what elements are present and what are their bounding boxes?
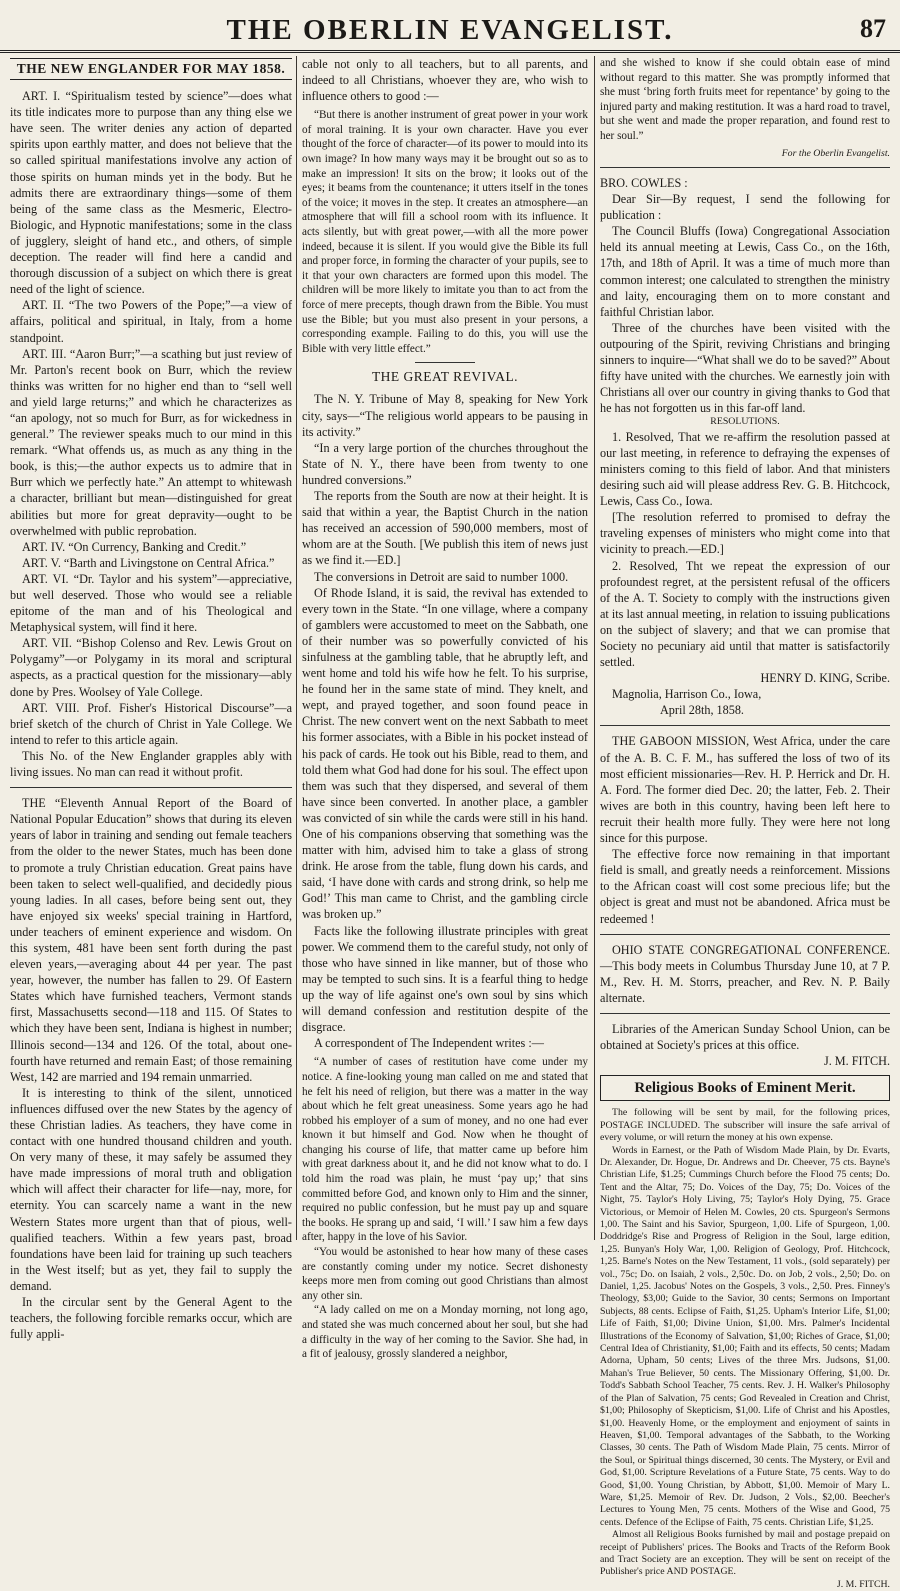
great-revival-heading: THE GREAT REVIVAL.: [371, 369, 519, 385]
page-number: 87: [860, 14, 886, 43]
section-divider: [600, 725, 890, 726]
libraries-notice: Libraries of the American Sunday School Union, can be obtained at Society's prices at this office.: [600, 1021, 890, 1053]
article-paragraph: This No. of the New Englander grapples ably with living issues. No man can read it without profit.: [10, 748, 292, 780]
column-2: [302, 56, 588, 1361]
letter-salutation: BRO. COWLES :: [600, 175, 688, 190]
books-list: Words in Earnest, or the Path of Wisdom Made Plain, by Dr. Evarts, Dr. Alexander, Dr. Hogue, Dr. Andrews and Dr. Cheever, 75 cts. Bayne's Christian Life, $1.25; Cummings Church before the Flood 75 cents; Do. Tent and the Altar, 75; Do. Voices of the Day, 75; Do. Voices of the Night, 75. Taylor's Holy Living, 75; Taylor's Holy Dying, 75. Grace Victorious, or Memoir of Helen M. Cowles, 20 cts. Spurgeon's Sermons 1,00. The Saint and his Savior, Spurgeon, 1,00. Life of Spurgeon, 1,00. Doddridge's Rise and Progress of Religion in the Soul, large edition, 1,25. Bunyan's Holy War, 1,00. Religion of Geology, Prof. Hitchcock, 1,25. Barne's Notes on the New Testament, 11 vols., (sold separately) per vol., 75c; Do. on Isaiah, 2 vols., 2,50c. Do. on Job, 2 vols., 2,50; Do. on Daniel, 1,25. Jacobus' Notes on the Gospels, 3 vols., 2,50. Pres. Finney's Theology, $3,00; Guide to the Savior, 30 cents; Sermons on Important Subjects, 88 cents. Eclipse of Faith, $1,25. Upham's Interior Life, $1,00; Life of Faith, $1,00; Divine Union, $1,00. Mrs. Palmer's Incidental Illustrations of the Economy of Salvation, $1,00; Riches of Grace, $1,00; Central Idea of Christianity, $1,00; Faith and its effects, 50 cents; Madam Adorna, Upham, 50 cents; Lives of the three Mrs. Judsons, $1,00. Mahan's True Believer, 50 cents. The Missionary Offering, $1,00. Dr. Todd's Sabbath School Teacher, 75 cents. Rev. J. H. Walker's Philosophy of the Plan of Salvation, 75 cents; God Revealed in Creation and Christ, $1,00; Philosophy of Skepticism, $1,00. Life of Christ and his Apostles, $1,00. Heavenly Home, or the employment and enjoyment of saints in Heaven, $1,00. Temporal advantages of the Sabbath, to the Working Classes, 30 cents. The Path of Wisdom Made Plain, 75 cents. Mirror of the Soul, or Spiritual things discerned, 30 cents. The Mystery, or Evil and God, $1,00. Scripture Revelations of a Future State, 75 cents. Way to do Good, $1,00. Young Christian, by Abbott, $1,00. Memoir of Mary L. Ware, $1,25. Memoir of Rev. Dr. Judson, 2 Vols., $2,00. Beecher's Lectures to Young Men, 75 cents. Mothers of the Wise and Good, 75 cents. Defence of the Eclipse of Faith, 75 cents. Christian Life, $1,25.: [600, 1144, 890, 1528]
section-divider: [600, 934, 890, 935]
letter-paragraph: Three of the churches have been visited with the outpouring of the Spirit, reviving Christians and bringing sinners to inquire—“What shall we do to be saved?” About fifty have united with the churches. We earnestly join with Christians all over our country in giving thanks to God that he has not forgotten us in this far-off land.: [600, 320, 890, 416]
article-paragraph: Facts like the following illustrate principles with great power. We commend them to the careful study, not only of those who have sinned in like manner, but of those who may be tempted to such sins. It is a fearful thing to hedge up the way of life against one's own soul by sins which will demand confession and restitution despite of the disgrace.: [302, 923, 588, 1035]
letter-place: Magnolia, Harrison Co., Iowa,: [612, 687, 762, 702]
for-oberlin-label: For the Oberlin Evangelist.: [781, 147, 890, 159]
article-paragraph: ART. VIII. Prof. Fisher's Historical Discourse”—a brief sketch of the church of Christ in Yale College. We intend to refer to this article again.: [10, 700, 292, 747]
section-divider: [600, 1013, 890, 1014]
article-paragraph: ART. VI. “Dr. Taylor and his system”—appreciative, but well deserved. Those who would see a reliable epitome of the man and of his Theological and Metaphysical system, will find it here.: [10, 571, 292, 635]
article-paragraph: A correspondent of The Independent writes :—: [314, 1036, 544, 1051]
resolution-paragraph: [The resolution referred to promised to defray the traveling expenses of ministers who might come into that vicinity to preach.—ED.]: [600, 510, 890, 557]
books-intro: The following will be sent by mail, for the following prices, POSTAGE INCLUDED. The subscriber will insure the safe arrival of every volume, or will return the money at his own expense.: [600, 1107, 890, 1144]
fitch-signature: J. M. FITCH.: [823, 1054, 890, 1069]
quoted-paragraph: and she wished to know if she could obtain ease of mind without regard to this matter. She was promptly informed that she must ‘bring forth fruits meet for repentance’ by going to the injured party and making restitution. It was a hard road to travel, but she went and made the proper reparation, and found rest to her soul.”: [600, 57, 890, 142]
article-paragraph: In the circular sent by the General Agent to the teachers, the following forcible remarks occur, which are fully appli-: [10, 1295, 292, 1342]
short-rule: [415, 362, 475, 363]
article-paragraph: ART. I. “Spiritualism tested by science”—does what its title indicates more to purpose than any thing else we have seen. The writer denies any action of departed spirits upon earthly matter, and does not believe that the so called spiritual manifestations involve any action of those spirits on human minds yet in the body. But he admits there are extraordinary things—some of them being of the same class as the Mesmeric, Electro-Biologic, and Hypnotic manifestations; some in the class of jugglery, sleight of hand etc., and others, of simple deception. The reader will find here a candid and thorough discussion of a subject on which there is great need of the light of science.: [10, 89, 292, 297]
column-3: [600, 56, 890, 1590]
religious-books-title: Religious Books of Eminent Merit.: [600, 1075, 890, 1101]
new-englander-heading: THE NEW ENGLANDER FOR MAY 1858.: [10, 58, 292, 80]
article-paragraph: ART. VII. “Bishop Colenso and Rev. Lewis Grout on Polygamy”—or Polygamy in its moral and scriptural aspects, as a practical question for the missionary—ably done by Pres. Woolsey of Yale College.: [10, 636, 292, 699]
section-divider: [10, 787, 292, 788]
column-1: [10, 56, 292, 1342]
article-paragraph: ART. V. “Barth and Livingstone on Central Africa.”: [22, 555, 275, 570]
resolutions-label: RESOLUTIONS.: [710, 416, 780, 428]
resolution-paragraph: 1. Resolved, That we re-affirm the resolution passed at our last meeting, in reference to defraying the expenses of ministers coming to this field of labor. And that ministers desiring such aid will please address Rev. G. B. Hitchcock, Lewis, Cass Co., Iowa.: [600, 429, 890, 509]
letter-date: April 28th, 1858.: [660, 703, 744, 718]
column-rule-1: [296, 56, 297, 1240]
gaboon-paragraph: THE GABOON MISSION, West Africa, under the care of the A. B. C. F. M., has suffered the loss of two of its most efficient missionaries—Rev. H. P. Herrick and Dr. H. A. Ford. The former died Dec. 20; the latter, Feb. 2. Their wives are both in this country, having been left here to recruit their health more fully. They were here not long since for this purpose.: [600, 734, 890, 846]
quoted-paragraph: “A lady called on me on a Monday morning, not long ago, and stated she was much concerned about her soul, but she had a difficulty in the way of her coming to the Savior. She had, in a fit of jealousy, grossly slandered a neighbor,: [302, 1304, 588, 1361]
article-paragraph: ART. IV. “On Currency, Banking and Credit.”: [22, 539, 247, 554]
article-paragraph: THE “Eleventh Annual Report of the Board of National Popular Education” shows that during its eleven years of labor in training and sending out female teachers from the older to the newer States, much has been done to promote a truly Christian education. Great pains have been taken to select well-qualified, and decidedly pious young ladies. In all cases, before being sent out, they have enjoyed six weeks' special training in Hartford, under teachers of eminent experience and wisdom. On this system, 481 have been sent forth during the past eleven years,—averaging about 44 per year. The past year, however, the number has fallen to 29. Of Eastern States which have furnished teachers, Vermont stands first, Massachusetts second—118 and 115. Of States to which they have been sent, Indiana is highest in number; Illinois second—134 and 126. Of the total, about one-fourth have returned and remain East; of those remaining West, 142 are married and 194 remain unmarried.: [10, 796, 292, 1084]
article-paragraph: It is interesting to think of the silent, unnoticed influences diffused over the new States by the agency of these Christian ladies. As teachers, they have come in contact with one hundred thousand children and youth. On very many of these, it may safely be assumed they have made impressions of moral truth and obligation which will affect their character for life—nay, more, for eternity. You can scarcely name a want in the new Western States more urgent than that of pious, well-qualified teachers. Within a few years past, broad foundations have been laid for training up such teachers in the West itself; but as yet, they fail to supply the demand.: [10, 1085, 292, 1293]
quoted-paragraph: “You would be astonished to hear how many of these cases are constantly coming under my notice. Secret dishonesty keeps more men from coming out good Christians than almost any other sin.: [302, 1246, 588, 1302]
ohio-conference-notice: OHIO STATE CONGREGATIONAL CONFERENCE.—This body meets in Columbus Thursday June 10, at 7 P. M., Rev. H. M. Storrs, preacher, and Rev. N. P. Baily alternate.: [600, 942, 890, 1005]
article-paragraph: The conversions in Detroit are said to number 1000.: [314, 569, 569, 584]
article-paragraph: ART. III. “Aaron Burr;”—a scathing but just review of Mr. Parton's recent book on Burr, which the review thinks was written for no higher end than to “sell well and yield large returns;” and which he characterizes as “an apology, not so much for Burr, as for wickedness in general.” The reviewer speaks much to our mind in this remark. “What offends us, as much as any thing in the book, is this;—the author expects us to admire that in Burr which we perfectly hate.” An attempt to whitewash a character, brilliant but mean—distinguished for great abilities but more for great depravity—ought to be overwhelmed with public reprobation.: [10, 346, 292, 538]
article-paragraph: Of Rhode Island, it is said, the revival has extended to every town in the State. “In one village, where a company of gamblers were accustomed to meet on the Sabbath, one of their number was so powerfully convicted of his sinfulness at the gambling table, that he abruptly left, and went home and told his wife how he felt. To his surprise, he found her in the same state of mind. They knelt, and wept, and prayed together, and soon found peace in Christ. The new convert went on the next Sabbath to meet his former associates, with a Bible in his pocket instead of his pack of cards. He took out his Bible, read to them, and told them what God had done for his soul. The effect upon them was such that they dispersed, and several of them have since been converted. In another place, a gambler was convicted of sin while the cards were still in his hand. One of his companions observing that something was the matter with him, advised him to take a glass of strong drink. He arose from the table, flung down his cards, and said, ‘I have done with cards and strong drink, so help me God!’ This man came to Christ, and the gambling circle was broken up.”: [302, 585, 588, 922]
books-outro: Almost all Religious Books furnished by mail and postage prepaid on receipt of Publishers' prices. The Books and Tracts of the Reform Book and Tract Society are an exception. They will be sent on receipt of the Publisher's price AND POSTAGE.: [600, 1529, 890, 1578]
column-rule-2: [594, 56, 595, 1240]
books-signature: J. M. FITCH.: [836, 1578, 890, 1590]
letter-paragraph: The Council Bluffs (Iowa) Congregational Association held its annual meeting at Lewis, Cass Co., on the 16th, 17th, and 18th of April. It was a time of much more than common interest; one calculated to strengthen the ministry and laity, encouraging them on to more constant and faithful Christian labor.: [600, 224, 890, 319]
letter-paragraph: Dear Sir—By request, I send the following for publication :: [600, 192, 890, 223]
newspaper-title: THE OBERLIN EVANGELIST.: [226, 14, 674, 46]
article-paragraph: The reports from the South are now at their height. It is said that within a year, the Baptist Church in the nation has received an accession of 590,000 members, most of whom are at the South. [We publish this item of news just as we find it.—ED.]: [302, 489, 588, 568]
article-paragraph: ART. II. “The two Powers of the Pope;”—a view of affairs, political and spiritual, in Italy, from a home standpoint.: [10, 298, 292, 345]
gaboon-paragraph: The effective force now remaining in that important field is small, and greatly needs a reinforcement. Missions to the African coast will cost some precious life; but the object is great and must not be abandoned. Africa must be redeemed !: [600, 847, 890, 926]
article-paragraph: cable not only to all teachers, but to all parents, and indeed to all Christians, whoever they are, who wish to influence others to good :—: [302, 57, 588, 104]
quoted-paragraph: “But there is another instrument of great power in your work of moral training. It is your own character. Have you ever thought of the force of character—of its power to mould into its own image? In how many ways may it be brought out so as to make an impression! It sits on the brow; it looks out of the eyes; it beams from the countenance; it utters itself in the tones of the voice; it moves in the step. It creates an atmosphere—an atmosphere that will fill a school room with its influence. It acts silently, but with great power,—with all the more power indeed, because it is silent. If you would give the Bible its full and proper force, in forming the character of your pupils, see to it that your own characters are formed upon this model. The children will be more likely to imitate you than to act from the force of mere precepts, though drawn from the Bible. You must use the Bible; but you must also present in your persons, a corresponding example. Failing to do this, you will use the Bible with very little effect.”: [302, 109, 588, 355]
section-divider: [600, 167, 890, 168]
article-paragraph: The N. Y. Tribune of May 8, speaking for New York city, says—“The religious world appears to be pausing in its activity.”: [302, 392, 588, 439]
quoted-paragraph: “A number of cases of restitution have come under my notice. A fine-looking young man called on me and stated that he felt his need of religion, but there was a matter in the way about which he felt great uneasiness. Some years ago he had robbed his employer of a sum of money, and no one had ever known it but himself and God. Now when he thought of changing his course of life, that matter came up before him with great darkness about it, and he did not know what to do. I told him the road was plain, he must ‘pay up;’ that sins committed before God, and known only to Him and the sinner, required no public confession, but he must pay up and square the books. He sprang up and said, ‘I will.’ I saw him a few days after, happy in the love of his Savior.: [302, 1056, 588, 1244]
scribe-signature: HENRY D. KING, Scribe.: [760, 671, 890, 686]
masthead: [0, 0, 900, 53]
resolution-paragraph: 2. Resolved, Tht we repeat the expression of our profoundest regret, at the persistent refusal of the officers of the A. T. Society to comply with the instructions given at its last annual meeting, in relation to issuing publications on the subject of slavery; and that we can promise that Society no pecuniary aid until that matter is satisfactorily settled.: [600, 558, 890, 670]
article-paragraph: “In a very large portion of the churches throughout the State of N. Y., there have been from twenty to one hundred conversions.”: [302, 440, 588, 487]
